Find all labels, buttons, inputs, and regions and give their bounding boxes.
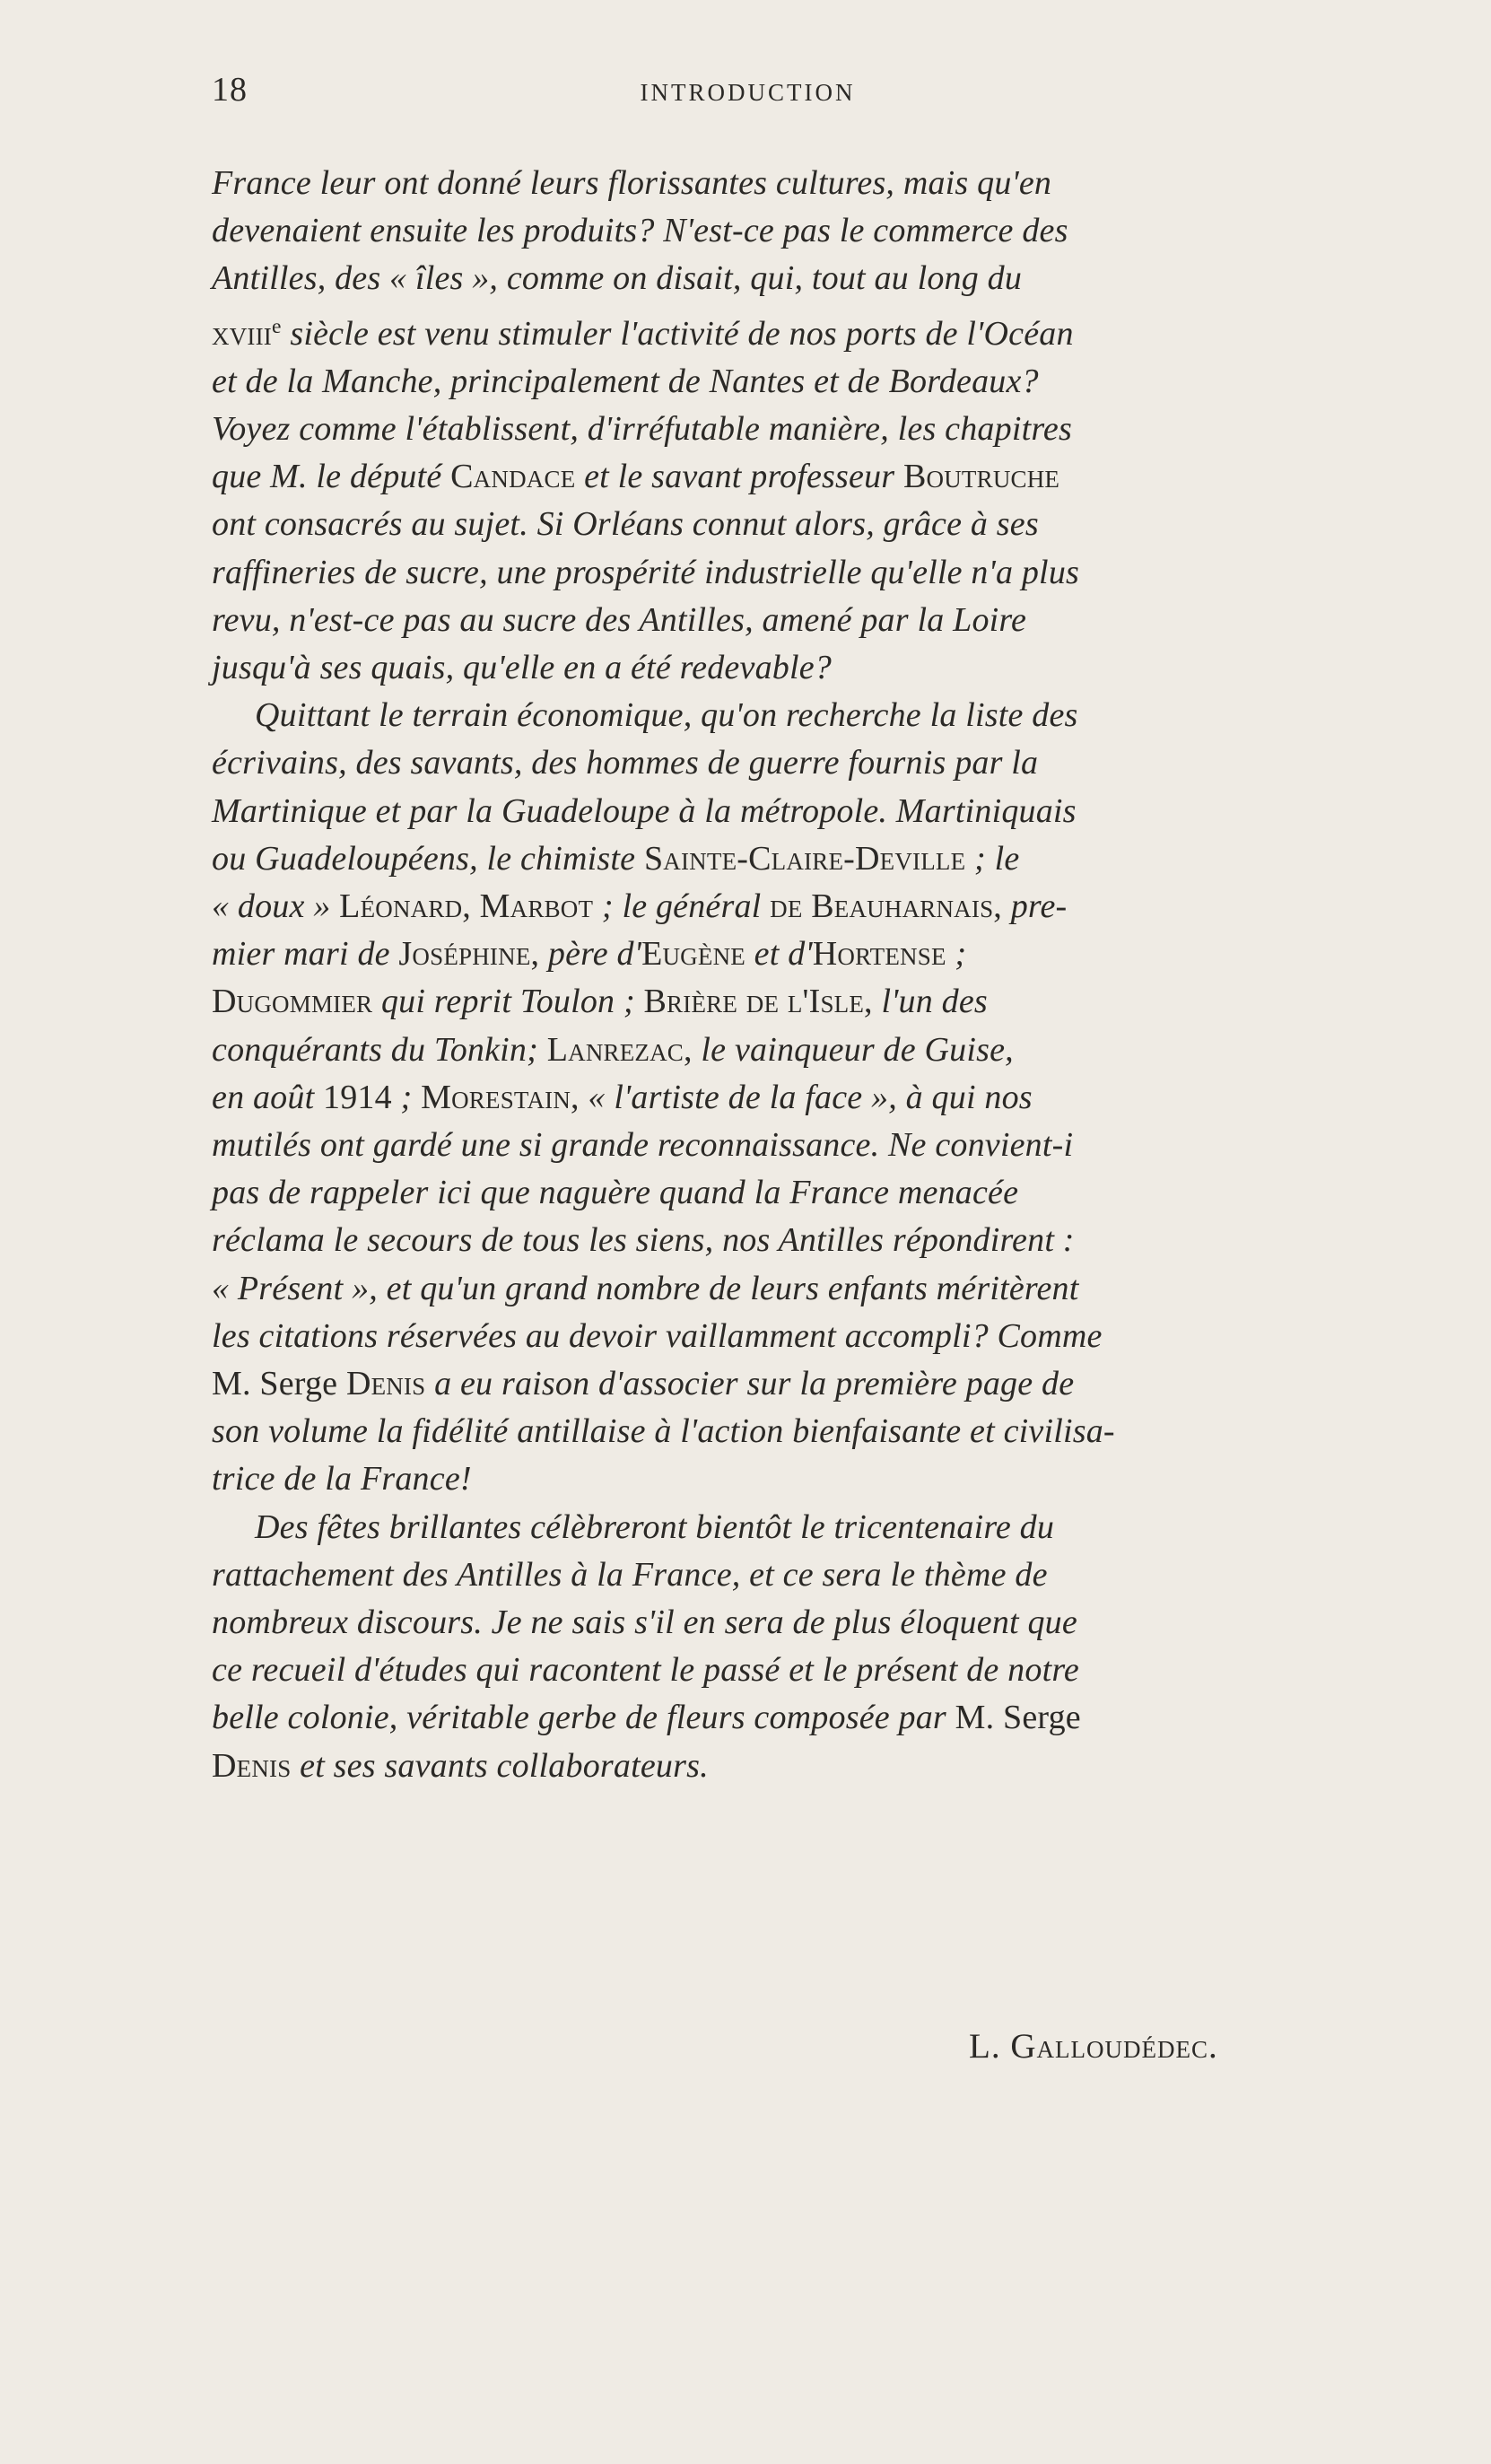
text-line: ce recueil d'études qui racontent le passé et le présent de notre	[212, 1651, 1079, 1690]
text-line: revu, n'est-ce pas au sucre des Antilles, amené par la Loire	[212, 600, 1027, 639]
text-line: rattachement des Antilles à la France, et ce sera le thème de	[212, 1555, 1048, 1594]
text-line: Denis et ses savants collaborateurs.	[212, 1746, 709, 1785]
text-line: France leur ont donné leurs florissantes cultures, mais qu'en	[212, 164, 1052, 202]
text-line: Des fêtes brillantes célèbreront bientôt le tricentenaire du	[255, 1507, 1055, 1546]
body-text	[212, 160, 1365, 1790]
text-line: M. Serge Denis a eu raison d'associer sur la première page de	[212, 1365, 1075, 1403]
text-line: Voyez comme l'établissent, d'irréfutable manière, les chapitres	[212, 409, 1072, 448]
text-line: mier mari de Joséphine, père d'Eugène et d'Hortense ;	[212, 935, 967, 974]
text-line: Dugommier qui reprit Toulon ; Brière de l'Isle, l'un des	[212, 983, 988, 1021]
text-line: raffineries de sucre, une prospérité industrielle qu'elle n'a plus	[212, 553, 1080, 591]
author-signature: L. Galloudédec.	[969, 2027, 1218, 2066]
text-line: conquérants du Tonkin; Lanrezac, le vainqueur de Guise,	[212, 1030, 1014, 1069]
text-line: que M. le député Candace et le savant professeur Boutruche	[212, 458, 1060, 496]
text-line: ont consacrés au sujet. Si Orléans connut alors, grâce à ses	[212, 505, 1039, 544]
text-line: belle colonie, véritable gerbe de fleurs composée par M. Serge	[212, 1699, 1081, 1737]
text-line: devenaient ensuite les produits? N'est-ce pas le commerce des	[212, 212, 1068, 250]
text-line: nombreux discours. Je ne sais s'il en sera de plus éloquent que	[212, 1603, 1077, 1642]
running-head: INTRODUCTION	[640, 79, 856, 106]
text-line: ou Guadeloupéens, le chimiste Sainte-Claire-Deville ; le	[212, 839, 1020, 878]
text-line: jusqu'à ses quais, qu'elle en a été redevable?	[212, 648, 832, 686]
text-line: Martinique et par la Guadeloupe à la métropole. Martiniquais	[212, 791, 1077, 830]
text-line: Quittant le terrain économique, qu'on recherche la liste des	[255, 696, 1078, 735]
text-line: xviii$^e$ siècle est venu stimuler l'activité de nos ports de l'Océan	[212, 314, 1074, 353]
text-line: et de la Manche, principalement de Nantes et de Bordeaux?	[212, 362, 1039, 400]
text-line: trice de la France!	[212, 1460, 472, 1498]
text-line: écrivains, des savants, des hommes de guerre fournis par la	[212, 744, 1039, 782]
text-line: « doux » Léonard, Marbot ; le général de Beauharnais, pre-	[212, 887, 1068, 925]
text-line: mutilés ont gardé une si grande reconnaissance. Ne convient-i	[212, 1126, 1074, 1165]
text-line: les citations réservées au devoir vaillamment accompli? Comme	[212, 1316, 1103, 1355]
page-number: 18	[212, 71, 248, 109]
text-line: en août 1914 ; Morestain, « l'artiste de la face », à qui nos	[212, 1078, 1033, 1116]
text-line: Antilles, des « îles », comme on disait, qui, tout au long du	[212, 259, 1023, 298]
text-line: réclama le secours de tous les siens, nos Antilles répondirent :	[212, 1221, 1075, 1260]
text-line: « Présent », et qu'un grand nombre de leurs enfants méritèrent	[212, 1269, 1079, 1307]
page-header	[212, 70, 1284, 115]
text-line: pas de rappeler ici que naguère quand la France menacée	[212, 1174, 1019, 1212]
text-line: son volume la fidélité antillaise à l'action bienfaisante et civilisa-	[212, 1412, 1115, 1451]
